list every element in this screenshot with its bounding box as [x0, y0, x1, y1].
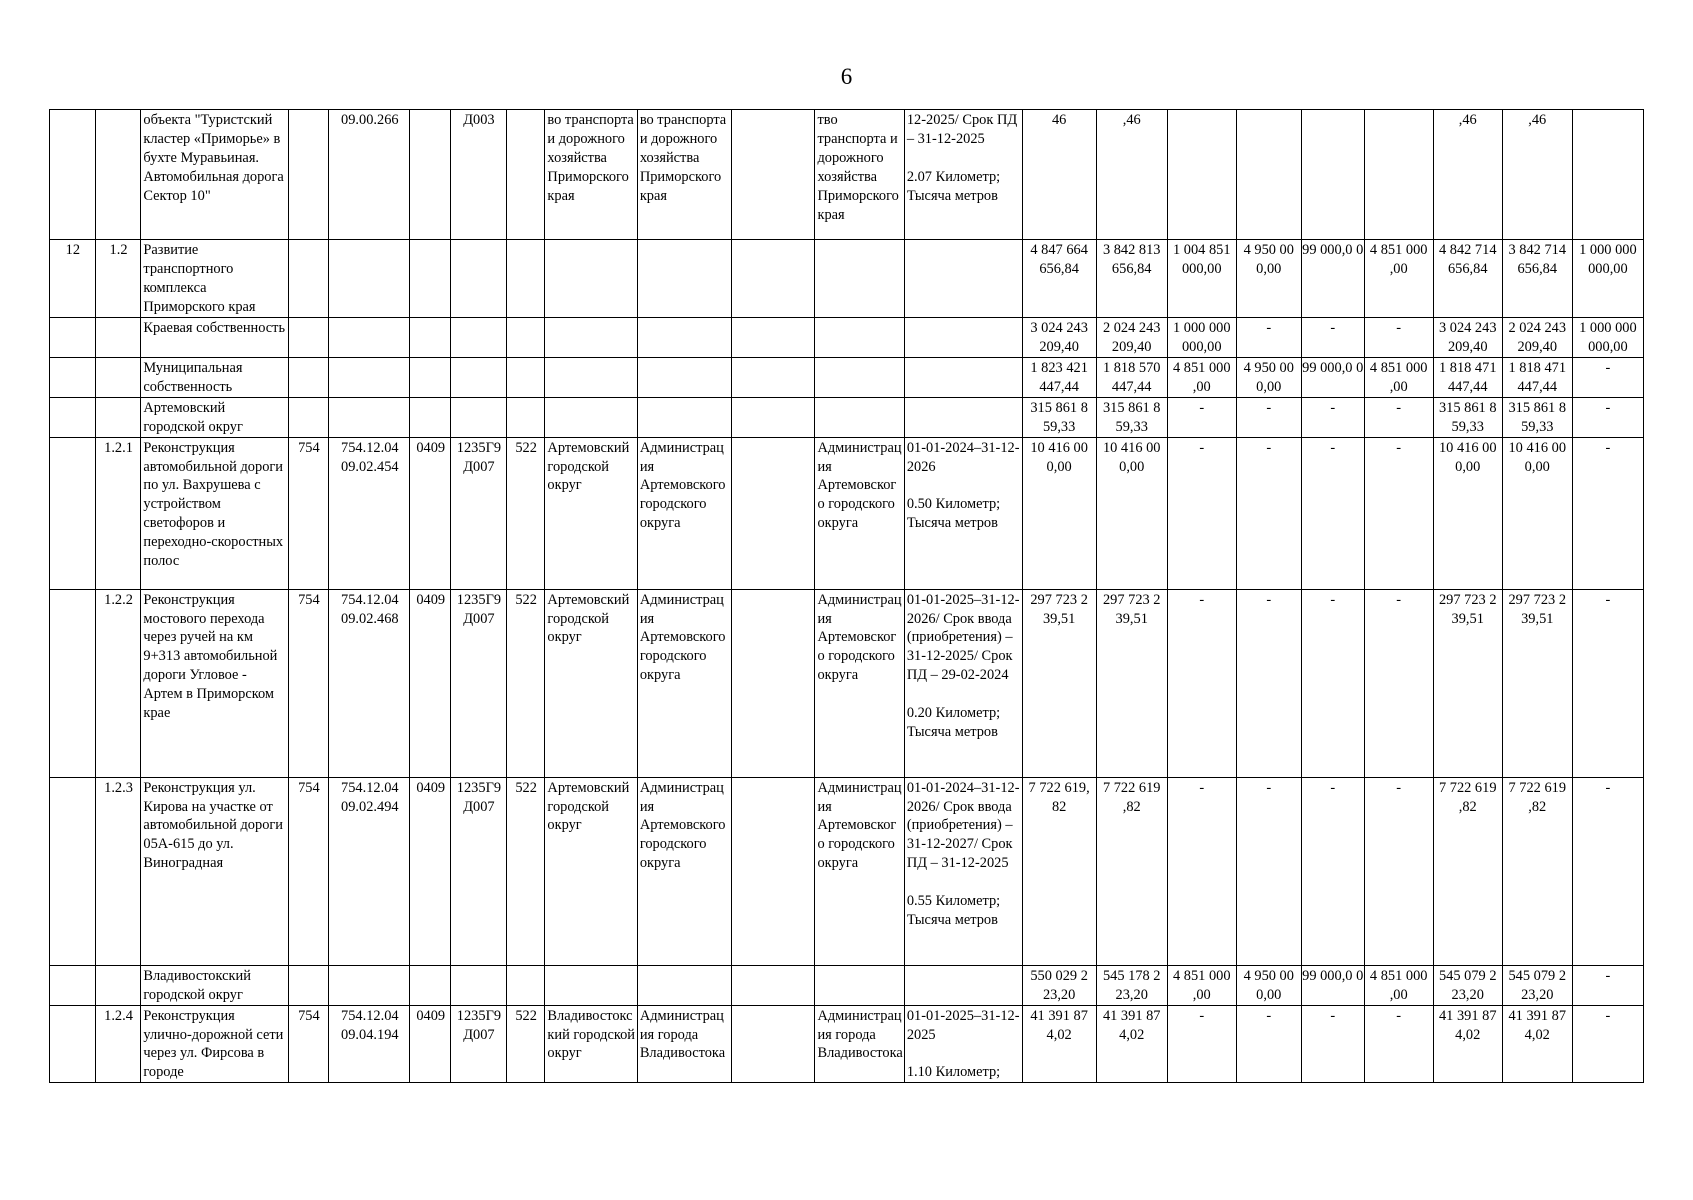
cell-developer: Администрация Артемовского городского округа [815, 437, 904, 589]
cell-developer [815, 357, 904, 397]
cell-amount-col-9: - [1572, 1005, 1643, 1083]
table-row [50, 397, 1644, 437]
cell-section-code [410, 357, 451, 397]
cell-developer [815, 965, 904, 1005]
cell-amount-col-5: 99 000,0 0 [1301, 965, 1364, 1005]
cell-row-index [50, 437, 96, 589]
cell-amount-col-5: - [1301, 397, 1364, 437]
cell-customer [637, 357, 731, 397]
cell-amount-col-2: 7 722 619 ,82 [1096, 777, 1167, 965]
cell-amount-col-7: 10 416 00 0,00 [1433, 437, 1502, 589]
cell-amount-col-8: 2 024 243 209,40 [1502, 317, 1572, 357]
cell-period-capacity: 12-2025/ Срок ПД – 31-12-2025 2.07 Километр; Тысяча метров [904, 110, 1022, 240]
cell-target-code: 1235Г9 Д007 [451, 437, 507, 589]
cell-section-code [410, 317, 451, 357]
cell-section-code [410, 110, 451, 240]
cell-amount-col-3: - [1167, 437, 1236, 589]
cell-amount-col-8: 41 391 87 4,02 [1502, 1005, 1572, 1083]
cell-item-name: объекта "Туристский кластер «Приморье» в бухте Муравьиная. Автомобильная дорога Сектор 10" [141, 110, 288, 240]
cell-type-code [506, 317, 545, 357]
cell-amount-col-8: 10 416 00 0,00 [1502, 437, 1572, 589]
table-row [50, 357, 1644, 397]
cell-amount-col-5 [1301, 110, 1364, 240]
cell-amount-col-6 [1364, 110, 1433, 240]
document-table [49, 109, 1644, 1083]
cell-amount-col-8: 545 079 2 23,20 [1502, 965, 1572, 1005]
cell-object-code: 09.00.266 [329, 110, 410, 240]
cell-amount-col-4 [1236, 110, 1301, 240]
cell-item-number: 1.2 [95, 240, 141, 318]
cell-section-code [410, 965, 451, 1005]
cell-developer [815, 397, 904, 437]
cell-object-code [329, 240, 410, 318]
cell-amount-col-6: - [1364, 589, 1433, 777]
cell-amount-col-7: 1 818 471 447,44 [1433, 357, 1502, 397]
cell-period-capacity [904, 317, 1022, 357]
cell-target-code [451, 317, 507, 357]
table-row [50, 1005, 1644, 1083]
cell-amount-col-4: - [1236, 437, 1301, 589]
cell-target-code: 1235Г9 Д007 [451, 777, 507, 965]
cell-developer: Администрация Артемовского городского округа [815, 589, 904, 777]
cell-amount-col-8: 315 861 8 59,33 [1502, 397, 1572, 437]
cell-total-amount: 297 723 2 39,51 [1022, 589, 1096, 777]
cell-item-number [95, 397, 141, 437]
cell-amount-col-9: - [1572, 777, 1643, 965]
cell-amount-col-3: - [1167, 777, 1236, 965]
cell-total-amount: 315 861 8 59,33 [1022, 397, 1096, 437]
cell-blank-col [732, 437, 815, 589]
cell-amount-col-7: ,46 [1433, 110, 1502, 240]
cell-type-code [506, 357, 545, 397]
cell-row-index [50, 357, 96, 397]
cell-developer: тво транспорта и дорожного хозяйства Приморского края [815, 110, 904, 240]
table-row [50, 240, 1644, 318]
cell-total-amount: 10 416 00 0,00 [1022, 437, 1096, 589]
cell-amount-col-8: 3 842 714 656,84 [1502, 240, 1572, 318]
cell-developer: Администрация города Владивостока [815, 1005, 904, 1083]
cell-target-code: 1235Г9 Д007 [451, 589, 507, 777]
cell-amount-col-6: - [1364, 777, 1433, 965]
cell-period-capacity [904, 397, 1022, 437]
cell-amount-col-7: 545 079 2 23,20 [1433, 965, 1502, 1005]
cell-municipality: Владивостокский городской округ [545, 1005, 637, 1083]
cell-period-capacity [904, 965, 1022, 1005]
cell-amount-col-7: 7 722 619 ,82 [1433, 777, 1502, 965]
cell-object-code: 754.12.04 09.02.454 [329, 437, 410, 589]
cell-gr-code [288, 397, 329, 437]
cell-item-number: 1.2.4 [95, 1005, 141, 1083]
cell-gr-code [288, 317, 329, 357]
cell-section-code [410, 240, 451, 318]
cell-amount-col-2: 3 842 813 656,84 [1096, 240, 1167, 318]
cell-customer: Администрация Артемовского городского округа [637, 777, 731, 965]
cell-total-amount: 550 029 2 23,20 [1022, 965, 1096, 1005]
table-row [50, 317, 1644, 357]
cell-period-capacity: 01-01-2025–31-12-2025 1.10 Километр; [904, 1005, 1022, 1083]
cell-period-capacity [904, 357, 1022, 397]
cell-developer [815, 240, 904, 318]
cell-gr-code [288, 357, 329, 397]
cell-section-code: 0409 [410, 777, 451, 965]
cell-blank-col [732, 1005, 815, 1083]
cell-amount-col-9: - [1572, 397, 1643, 437]
cell-period-capacity [904, 240, 1022, 318]
cell-item-number: 1.2.2 [95, 589, 141, 777]
cell-item-name: Реконструкция мостового перехода через ручей на км 9+313 автомобильной дороги Угловое - Артем в Приморском крае [141, 589, 288, 777]
cell-municipality: Артемовский городской округ [545, 437, 637, 589]
cell-item-name: Реконструкция улично-дорожной сети через ул. Фирсова в городе [141, 1005, 288, 1083]
cell-customer [637, 317, 731, 357]
cell-target-code: Д003 [451, 110, 507, 240]
cell-amount-col-9: 1 000 000 000,00 [1572, 240, 1643, 318]
cell-target-code: 1235Г9 Д007 [451, 1005, 507, 1083]
cell-amount-col-2: 297 723 2 39,51 [1096, 589, 1167, 777]
cell-amount-col-5: - [1301, 777, 1364, 965]
cell-type-code [506, 240, 545, 318]
cell-row-index [50, 777, 96, 965]
cell-amount-col-3: - [1167, 589, 1236, 777]
cell-amount-col-4: 4 950 00 0,00 [1236, 240, 1301, 318]
cell-amount-col-3: - [1167, 397, 1236, 437]
cell-amount-col-9: - [1572, 437, 1643, 589]
cell-amount-col-2: ,46 [1096, 110, 1167, 240]
cell-developer: Администрация Артемовского городского округа [815, 777, 904, 965]
cell-amount-col-6: 4 851 000 ,00 [1364, 357, 1433, 397]
cell-customer: Администрация Артемовского городского округа [637, 589, 731, 777]
cell-customer [637, 397, 731, 437]
cell-total-amount: 4 847 664 656,84 [1022, 240, 1096, 318]
table-row [50, 110, 1644, 240]
page-number: 6 [840, 64, 853, 89]
cell-gr-code [288, 240, 329, 318]
cell-municipality: во транспорта и дорожного хозяйства Приморского края [545, 110, 637, 240]
cell-blank-col [732, 397, 815, 437]
cell-amount-col-3: 4 851 000 ,00 [1167, 357, 1236, 397]
cell-total-amount: 46 [1022, 110, 1096, 240]
cell-gr-code [288, 965, 329, 1005]
cell-amount-col-2: 545 178 2 23,20 [1096, 965, 1167, 1005]
cell-object-code: 754.12.04 09.02.494 [329, 777, 410, 965]
cell-amount-col-8: 1 818 471 447,44 [1502, 357, 1572, 397]
cell-municipality [545, 357, 637, 397]
cell-amount-col-6: - [1364, 317, 1433, 357]
cell-item-name: Развитие транспортного комплекса Приморского края [141, 240, 288, 318]
cell-amount-col-9: - [1572, 589, 1643, 777]
cell-amount-col-4: - [1236, 589, 1301, 777]
cell-amount-col-4: 4 950 00 0,00 [1236, 965, 1301, 1005]
cell-row-index [50, 317, 96, 357]
cell-row-index [50, 1005, 96, 1083]
cell-customer [637, 240, 731, 318]
cell-section-code: 0409 [410, 437, 451, 589]
cell-item-number [95, 317, 141, 357]
cell-item-number [95, 357, 141, 397]
cell-amount-col-7: 315 861 8 59,33 [1433, 397, 1502, 437]
cell-type-code: 522 [506, 437, 545, 589]
cell-amount-col-9 [1572, 110, 1643, 240]
table-row [50, 777, 1644, 965]
cell-gr-code: 754 [288, 437, 329, 589]
cell-item-number: 1.2.1 [95, 437, 141, 589]
cell-amount-col-6: - [1364, 397, 1433, 437]
cell-municipality [545, 240, 637, 318]
cell-blank-col [732, 240, 815, 318]
cell-item-name: Владивостокский городской округ [141, 965, 288, 1005]
table-row [50, 589, 1644, 777]
cell-amount-col-4: - [1236, 1005, 1301, 1083]
cell-object-code [329, 965, 410, 1005]
cell-period-capacity: 01-01-2024–31-12-2026/ Срок ввода (приобретения) – 31-12-2027/ Срок ПД – 31-12-2025 0.55 Километр; Тысяча метров [904, 777, 1022, 965]
cell-blank-col [732, 777, 815, 965]
cell-object-code [329, 317, 410, 357]
cell-amount-col-9: 1 000 000 000,00 [1572, 317, 1643, 357]
cell-amount-col-2: 2 024 243 209,40 [1096, 317, 1167, 357]
cell-amount-col-9: - [1572, 357, 1643, 397]
cell-amount-col-9: - [1572, 965, 1643, 1005]
cell-amount-col-3: 1 000 000 000,00 [1167, 317, 1236, 357]
cell-total-amount: 41 391 87 4,02 [1022, 1005, 1096, 1083]
cell-total-amount: 7 722 619, 82 [1022, 777, 1096, 965]
cell-blank-col [732, 110, 815, 240]
cell-municipality [545, 965, 637, 1005]
cell-gr-code: 754 [288, 1005, 329, 1083]
cell-item-number: 1.2.3 [95, 777, 141, 965]
cell-amount-col-2: 1 818 570 447,44 [1096, 357, 1167, 397]
table-row [50, 965, 1644, 1005]
cell-amount-col-8: 7 722 619 ,82 [1502, 777, 1572, 965]
cell-item-name: Муниципальная собственность [141, 357, 288, 397]
cell-developer [815, 317, 904, 357]
cell-amount-col-4: - [1236, 777, 1301, 965]
cell-amount-col-5: - [1301, 589, 1364, 777]
cell-row-index [50, 110, 96, 240]
cell-amount-col-6: 4 851 000 ,00 [1364, 965, 1433, 1005]
cell-item-name: Краевая собственность [141, 317, 288, 357]
cell-row-index [50, 965, 96, 1005]
cell-amount-col-2: 315 861 8 59,33 [1096, 397, 1167, 437]
cell-type-code: 522 [506, 777, 545, 965]
cell-customer [637, 965, 731, 1005]
cell-blank-col [732, 589, 815, 777]
cell-type-code [506, 397, 545, 437]
cell-amount-col-7: 4 842 714 656,84 [1433, 240, 1502, 318]
cell-amount-col-4: 4 950 00 0,00 [1236, 357, 1301, 397]
cell-gr-code: 754 [288, 589, 329, 777]
cell-amount-col-6: - [1364, 1005, 1433, 1083]
cell-type-code [506, 110, 545, 240]
cell-blank-col [732, 965, 815, 1005]
cell-target-code [451, 357, 507, 397]
cell-object-code: 754.12.04 09.02.468 [329, 589, 410, 777]
cell-item-number [95, 965, 141, 1005]
cell-amount-col-6: - [1364, 437, 1433, 589]
cell-amount-col-6: 4 851 000 ,00 [1364, 240, 1433, 318]
cell-amount-col-8: ,46 [1502, 110, 1572, 240]
cell-municipality: Артемовский городской округ [545, 777, 637, 965]
cell-customer: Администрация Артемовского городского округа [637, 437, 731, 589]
cell-municipality [545, 397, 637, 437]
cell-amount-col-4: - [1236, 317, 1301, 357]
cell-gr-code [288, 110, 329, 240]
cell-type-code [506, 965, 545, 1005]
cell-blank-col [732, 317, 815, 357]
cell-amount-col-7: 3 024 243 209,40 [1433, 317, 1502, 357]
cell-target-code [451, 240, 507, 318]
cell-object-code [329, 397, 410, 437]
cell-amount-col-2: 41 391 87 4,02 [1096, 1005, 1167, 1083]
cell-total-amount: 1 823 421 447,44 [1022, 357, 1096, 397]
cell-municipality [545, 317, 637, 357]
cell-row-index [50, 397, 96, 437]
cell-amount-col-3 [1167, 110, 1236, 240]
cell-amount-col-2: 10 416 00 0,00 [1096, 437, 1167, 589]
cell-amount-col-5: - [1301, 1005, 1364, 1083]
cell-row-index: 12 [50, 240, 96, 318]
cell-amount-col-5: - [1301, 317, 1364, 357]
cell-section-code: 0409 [410, 589, 451, 777]
cell-blank-col [732, 357, 815, 397]
cell-amount-col-3: 4 851 000 ,00 [1167, 965, 1236, 1005]
cell-item-number [95, 110, 141, 240]
cell-item-name: Реконструкция автомобильной дороги по ул. Вахрушева с устройством светофоров и переходно-скоростных полос [141, 437, 288, 589]
cell-period-capacity: 01-01-2024–31-12-2026 0.50 Километр; Тысяча метров [904, 437, 1022, 589]
cell-gr-code: 754 [288, 777, 329, 965]
cell-item-name: Артемовский городской округ [141, 397, 288, 437]
cell-amount-col-3: - [1167, 1005, 1236, 1083]
cell-amount-col-5: - [1301, 437, 1364, 589]
cell-customer: Администрация города Владивостока [637, 1005, 731, 1083]
cell-amount-col-5: 99 000,0 0 [1301, 240, 1364, 318]
cell-period-capacity: 01-01-2025–31-12-2026/ Срок ввода (приобретения) – 31-12-2025/ Срок ПД – 29-02-2024 0.20 Километр; Тысяча метров [904, 589, 1022, 777]
cell-object-code [329, 357, 410, 397]
cell-target-code [451, 965, 507, 1005]
cell-total-amount: 3 024 243 209,40 [1022, 317, 1096, 357]
cell-amount-col-8: 297 723 2 39,51 [1502, 589, 1572, 777]
cell-row-index [50, 589, 96, 777]
cell-object-code: 754.12.04 09.04.194 [329, 1005, 410, 1083]
cell-type-code: 522 [506, 589, 545, 777]
cell-amount-col-4: - [1236, 397, 1301, 437]
cell-amount-col-3: 1 004 851 000,00 [1167, 240, 1236, 318]
cell-item-name: Реконструкция ул. Кирова на участке от автомобильной дороги 05А-615 до ул. Виноградная [141, 777, 288, 965]
cell-section-code [410, 397, 451, 437]
cell-section-code: 0409 [410, 1005, 451, 1083]
cell-amount-col-7: 41 391 87 4,02 [1433, 1005, 1502, 1083]
cell-amount-col-5: 99 000,0 0 [1301, 357, 1364, 397]
cell-type-code: 522 [506, 1005, 545, 1083]
cell-municipality: Артемовский городской округ [545, 589, 637, 777]
cell-target-code [451, 397, 507, 437]
cell-customer: во транспорта и дорожного хозяйства Приморского края [637, 110, 731, 240]
cell-amount-col-7: 297 723 2 39,51 [1433, 589, 1502, 777]
table-row [50, 437, 1644, 589]
